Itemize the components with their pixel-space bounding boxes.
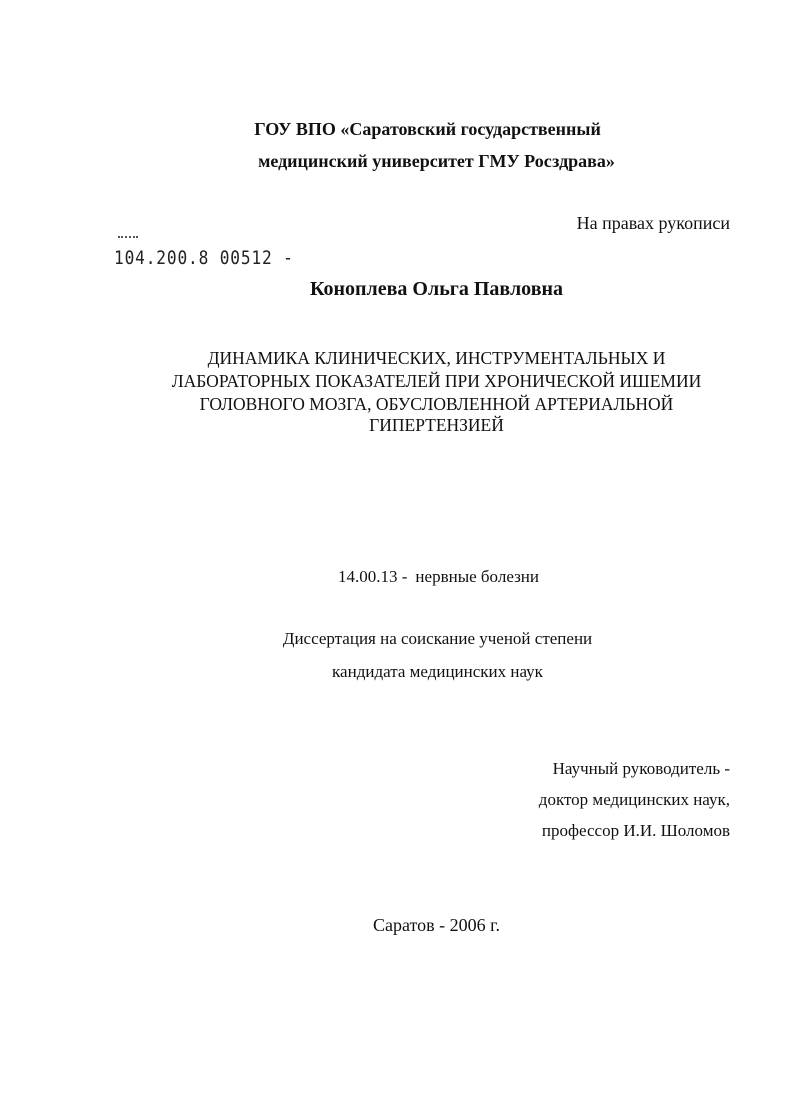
thesis-title-line-3: ГОЛОВНОГО МОЗГА, ОБУСЛОВЛЕННОЙ АРТЕРИАЛЬНОЙ [199,394,674,414]
thesis-title-line-2: ЛАБОРАТОРНЫХ ПОКАЗАТЕЛЕЙ ПРИ ХРОНИЧЕСКОЙ ИШЕМИИ [171,371,702,391]
city-year: Саратов - 2006 г. [373,915,500,935]
stamp-marks [118,236,138,242]
specialty-code: 14.00.13 - [338,567,408,586]
thesis-title-line-4: ГИПЕРТЕНЗИЕЙ [369,415,504,435]
specialty [43,566,791,588]
rights-notice: На правах рукописи [576,213,730,233]
specialty-name: нервные болезни [415,567,539,586]
degree-line-2: кандидата медицинских наук [332,662,543,681]
archive-stamp: 104.200.8 00512 - [114,247,294,269]
supervisor-degree: доктор медицинских наук, [538,790,730,809]
supervisor-name: профессор И.И. Шоломов [541,821,730,840]
institution-line-2: медицинский университет ГМУ Росздрава» [258,151,615,171]
degree-line-1: Диссертация на соискание ученой степени [282,629,593,648]
thesis-title-line-1: ДИНАМИКА КЛИНИЧЕСКИХ, ИНСТРУМЕНТАЛЬНЫХ И [207,348,666,368]
author-name: Коноплева Ольга Павловна [309,278,564,300]
institution-line-1: ГОУ ВПО «Саратовский государственный [254,119,601,139]
supervisor-label: Научный руководитель - [552,759,730,778]
